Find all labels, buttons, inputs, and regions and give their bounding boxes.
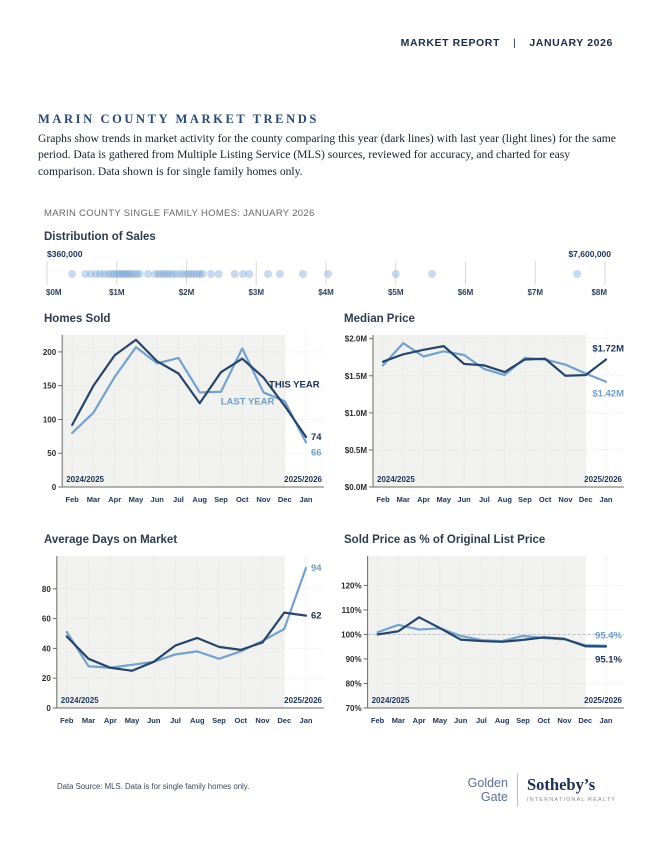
page-title: MARIN COUNTY MARKET TRENDS <box>38 112 319 126</box>
svg-text:Jan: Jan <box>299 716 313 725</box>
svg-text:$3M: $3M <box>248 288 265 297</box>
svg-text:Feb: Feb <box>376 495 390 504</box>
svg-text:Feb: Feb <box>65 495 79 504</box>
svg-text:$1.72M: $1.72M <box>592 343 624 355</box>
svg-text:Jul: Jul <box>170 716 181 725</box>
svg-text:$2.0M: $2.0M <box>344 334 367 344</box>
svg-text:40: 40 <box>41 644 51 654</box>
svg-text:Nov: Nov <box>558 495 573 504</box>
sothebys-brand: Sotheby’s <box>526 775 596 795</box>
svg-text:$0M: $0M <box>46 288 62 297</box>
svg-text:$6M: $6M <box>457 288 474 297</box>
homes-sold-chart <box>36 327 328 515</box>
svg-text:Aug: Aug <box>497 495 512 504</box>
svg-text:Nov: Nov <box>557 716 572 725</box>
svg-text:95.1%: 95.1% <box>595 654 622 666</box>
svg-text:Sep: Sep <box>214 495 228 504</box>
svg-text:Mar: Mar <box>391 716 406 725</box>
svg-text:$7,600,000: $7,600,000 <box>568 249 611 259</box>
svg-text:20: 20 <box>41 674 51 684</box>
svg-text:Feb: Feb <box>60 716 74 725</box>
svg-text:Sep: Sep <box>516 716 530 725</box>
sold-price-pct-chart <box>336 548 628 736</box>
svg-text:Apr: Apr <box>417 495 431 504</box>
svg-text:80%: 80% <box>345 679 362 689</box>
svg-text:70%: 70% <box>345 704 362 713</box>
svg-text:2025/2026: 2025/2026 <box>584 696 622 705</box>
svg-text:$4M: $4M <box>318 288 334 297</box>
svg-text:0: 0 <box>51 483 57 492</box>
data-source-note: Data Source: MLS. Data is for single family homes only. <box>57 782 250 791</box>
svg-text:Dec: Dec <box>578 716 593 725</box>
svg-text:200: 200 <box>42 347 57 357</box>
svg-text:Mar: Mar <box>86 495 101 504</box>
svg-text:Nov: Nov <box>255 716 270 725</box>
logo-line-golden: Golden <box>467 776 508 790</box>
svg-text:90%: 90% <box>345 654 362 664</box>
svg-text:100%: 100% <box>341 630 362 640</box>
svg-text:THIS YEAR: THIS YEAR <box>269 379 320 391</box>
svg-text:Oct: Oct <box>537 716 550 725</box>
median-price-block <box>336 313 628 520</box>
svg-text:$1.0M: $1.0M <box>344 408 367 418</box>
svg-text:80: 80 <box>41 584 51 594</box>
distribution-chart-title: Distribution of Sales <box>44 231 156 243</box>
svg-text:Jan: Jan <box>599 495 613 504</box>
svg-text:50: 50 <box>47 449 57 459</box>
svg-text:60: 60 <box>41 614 51 624</box>
svg-text:Apr: Apr <box>103 716 117 725</box>
svg-text:Apr: Apr <box>412 716 426 725</box>
svg-text:Jun: Jun <box>147 716 161 725</box>
svg-text:2024/2025: 2024/2025 <box>377 475 415 484</box>
svg-text:2025/2026: 2025/2026 <box>284 696 322 705</box>
svg-text:Jun: Jun <box>453 716 468 725</box>
svg-text:Oct: Oct <box>538 495 552 504</box>
svg-text:$2M: $2M <box>178 288 195 297</box>
svg-text:150: 150 <box>42 381 57 391</box>
svg-text:May: May <box>124 716 140 725</box>
svg-text:$0.0M: $0.0M <box>344 483 367 492</box>
golden-gate-wordmark <box>468 776 517 804</box>
svg-text:94: 94 <box>311 562 322 574</box>
svg-text:Mar: Mar <box>396 495 410 504</box>
svg-text:Aug: Aug <box>192 495 208 504</box>
svg-text:66: 66 <box>311 447 322 459</box>
svg-text:$1.42M: $1.42M <box>592 388 624 400</box>
header-separator: | <box>513 37 517 49</box>
svg-text:120%: 120% <box>341 581 362 591</box>
svg-text:Aug: Aug <box>189 716 205 725</box>
svg-text:Jun: Jun <box>150 495 164 504</box>
header-date-label: JANUARY 2026 <box>529 37 613 49</box>
svg-text:Jul: Jul <box>173 495 184 504</box>
svg-text:May: May <box>128 495 144 504</box>
header-report-label: MARKET REPORT <box>400 37 501 49</box>
charts-grid <box>36 313 628 741</box>
svg-text:$1.5M: $1.5M <box>344 371 367 381</box>
svg-text:Jul: Jul <box>475 716 487 725</box>
svg-text:2024/2025: 2024/2025 <box>66 475 105 484</box>
svg-text:2024/2025: 2024/2025 <box>60 696 99 705</box>
brokerage-logo <box>468 773 616 807</box>
sothebys-subtitle: INTERNATIONAL REALTY <box>526 796 616 803</box>
svg-text:74: 74 <box>311 432 322 444</box>
svg-text:LAST YEAR: LAST YEAR <box>220 396 275 408</box>
days-on-market-block <box>36 534 328 741</box>
sold-price-pct-block <box>336 534 628 741</box>
intro-paragraph: Graphs show trends in market activity for the county comparing this year (dark lines) with last year (light lines) for the same period. Data is gathered from Multiple Listing Service (MLS) sources, reviewed for accuracy, and charted for easy comparison. Data shown is for single family homes only. <box>38 132 616 178</box>
sold-price-pct-title: Sold Price as % of Original List Price <box>344 534 546 546</box>
svg-text:May: May <box>436 495 452 504</box>
svg-text:62: 62 <box>311 610 322 622</box>
svg-text:Mar: Mar <box>81 716 96 725</box>
svg-text:Oct: Oct <box>235 495 249 504</box>
svg-text:Dec: Dec <box>277 495 292 504</box>
svg-text:$0.5M: $0.5M <box>344 445 367 455</box>
svg-text:Aug: Aug <box>494 716 510 725</box>
svg-text:$1M: $1M <box>108 288 125 297</box>
svg-text:100: 100 <box>42 415 57 425</box>
svg-text:$8M: $8M <box>591 288 607 297</box>
svg-text:Jun: Jun <box>457 495 471 504</box>
svg-text:2025/2026: 2025/2026 <box>284 475 322 484</box>
svg-text:95.4%: 95.4% <box>595 630 622 642</box>
svg-text:Jan: Jan <box>299 495 313 504</box>
svg-text:2024/2025: 2024/2025 <box>371 696 410 705</box>
svg-text:Oct: Oct <box>234 716 248 725</box>
svg-text:Nov: Nov <box>256 495 271 504</box>
svg-text:$7M: $7M <box>527 288 544 297</box>
svg-text:Jan: Jan <box>599 716 613 725</box>
svg-text:110%: 110% <box>341 605 362 615</box>
svg-text:May: May <box>432 716 448 725</box>
report-header <box>401 37 613 49</box>
svg-text:Dec: Dec <box>578 495 593 504</box>
svg-text:2025/2026: 2025/2026 <box>584 475 622 484</box>
svg-text:Feb: Feb <box>370 716 385 725</box>
svg-text:Jul: Jul <box>478 495 490 504</box>
homes-sold-title: Homes Sold <box>44 313 111 325</box>
svg-text:0: 0 <box>46 704 51 713</box>
svg-text:$5M: $5M <box>387 288 404 297</box>
days-on-market-title: Average Days on Market <box>44 534 178 546</box>
svg-text:$360,000: $360,000 <box>47 249 83 259</box>
logo-line-gate: Gate <box>480 790 508 804</box>
svg-text:Apr: Apr <box>108 495 122 504</box>
median-price-title: Median Price <box>344 313 415 325</box>
median-price-chart <box>336 327 628 515</box>
svg-text:Sep: Sep <box>518 495 532 504</box>
sothebys-wordmark <box>518 777 616 803</box>
homes-sold-block <box>36 313 328 520</box>
svg-text:Dec: Dec <box>277 716 292 725</box>
distribution-of-sales-chart <box>36 247 616 297</box>
days-on-market-chart <box>36 548 328 736</box>
svg-text:Sep: Sep <box>212 716 226 725</box>
section-label: MARIN COUNTY SINGLE FAMILY HOMES: JANUARY 2026 <box>44 208 315 219</box>
